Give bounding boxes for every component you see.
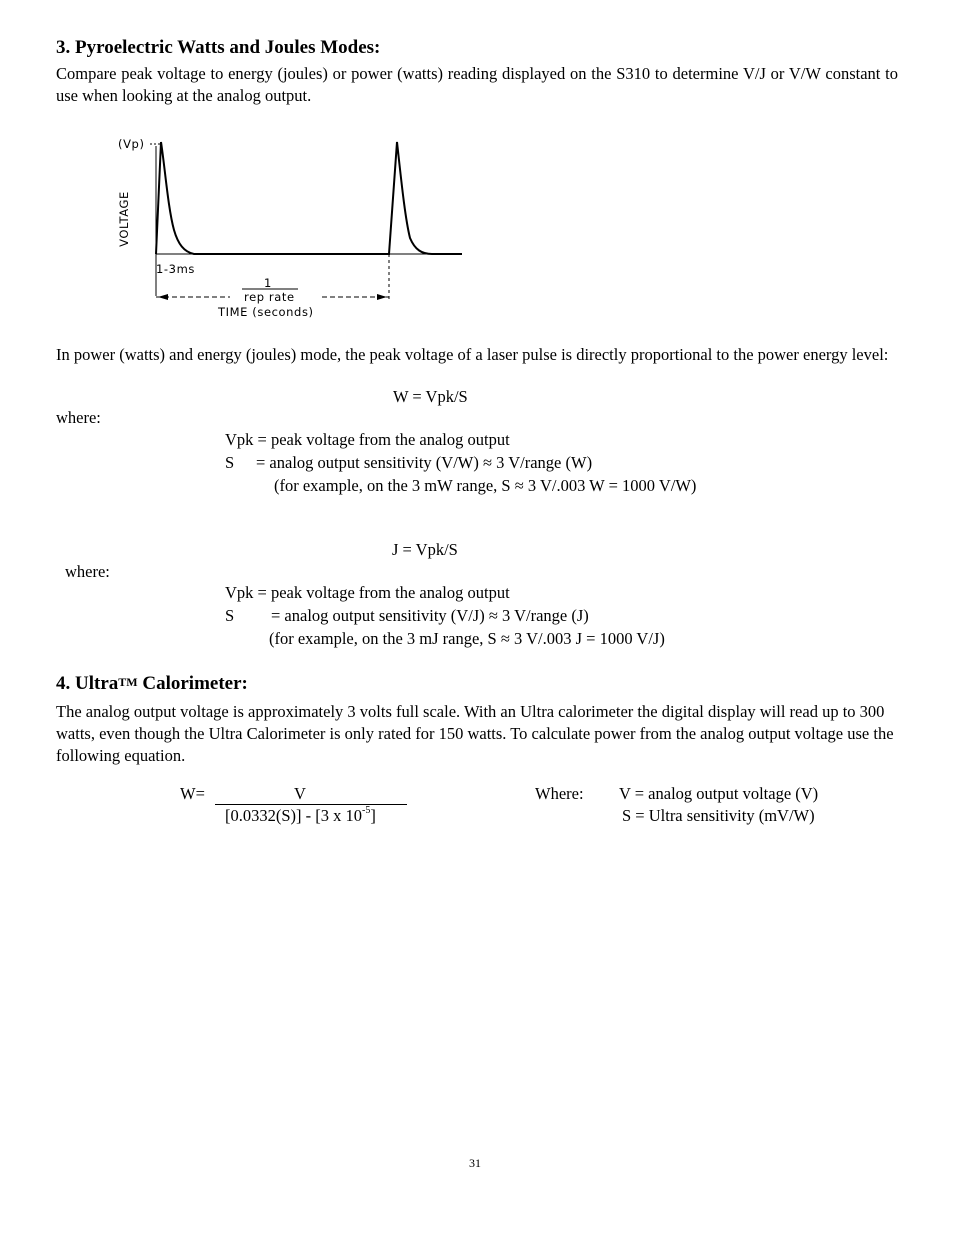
watts-def-s: = analog output sensitivity (V/W) ≈ 3 V/range (W)	[256, 453, 593, 472]
joules-def-s-symbol: S	[225, 606, 235, 625]
arrow-left-icon	[158, 294, 168, 300]
ultra-eq-fraction-bar	[215, 804, 407, 805]
section-4-heading-title: Calorimeter:	[137, 673, 248, 694]
joules-def-vpk: Vpk = peak voltage from the analog output	[225, 583, 510, 602]
vp-label: (Vp)	[118, 137, 145, 151]
y-axis-label: VOLTAGE	[116, 191, 131, 247]
watts-example: (for example, on the 3 mW range, S ≈ 3 V/.003 W = 1000 V/W)	[274, 476, 697, 495]
ultra-eq-exponent: -5	[362, 804, 371, 816]
voltage-waveform	[156, 142, 462, 254]
section-4-heading	[56, 673, 248, 696]
watts-def-vpk: Vpk = peak voltage from the analog output	[225, 430, 510, 449]
power-energy-paragraph: In power (watts) and energy (joules) mode, the peak voltage of a laser pulse is directly proportional to the power energy level:	[56, 345, 889, 364]
watts-equation: W = Vpk/S	[393, 387, 468, 406]
fraction-denominator: rep rate	[244, 290, 295, 304]
where-label-2: where:	[65, 562, 110, 581]
ultra-eq-numerator: V	[294, 784, 306, 803]
pulse-diagram-svg	[110, 128, 480, 328]
x-axis-label: TIME (seconds)	[218, 305, 314, 319]
arrow-right-icon	[377, 294, 387, 300]
section-3-intro: Compare peak voltage to energy (joules) or power (watts) reading displayed on the S310 to determine V/J or V/W constant to use when looking at the analog output.	[56, 64, 898, 105]
trademark-symbol: TM	[118, 675, 138, 689]
ultra-where-label: Where:	[535, 784, 584, 803]
joules-equation: J = Vpk/S	[392, 540, 458, 559]
ultra-eq-denominator-close: ]	[370, 806, 376, 825]
watts-def-s-symbol: S	[225, 453, 235, 472]
pulse-diagram	[110, 128, 480, 328]
page-number: 31	[469, 1156, 481, 1170]
joules-example: (for example, on the 3 mJ range, S ≈ 3 V/.003 J = 1000 V/J)	[269, 629, 665, 648]
ultra-eq-denominator	[225, 806, 376, 826]
section-3-heading: 3. Pyroelectric Watts and Joules Modes:	[56, 37, 381, 58]
ultra-def-s: S = Ultra sensitivity (mV/W)	[622, 806, 815, 825]
pulse-width-label: 1-3ms	[156, 262, 195, 276]
where-label-1: where:	[56, 408, 101, 427]
ultra-eq-denominator-base: [0.0332(S)] - [3 x 10	[225, 806, 363, 825]
section-4-heading-number: 4. Ultra	[56, 673, 119, 694]
ultra-eq-lhs: W=	[180, 784, 205, 803]
fraction-numerator: 1	[264, 276, 272, 290]
section-4-paragraph: The analog output voltage is approximately 3 volts full scale. With an Ultra calorimeter the digital display will read up to 300 watts, even though the Ultra Calorimeter is only rated for 150 watts. To calculate power from the analog output voltage use the following equation.	[56, 702, 894, 765]
joules-def-s: = analog output sensitivity (V/J) ≈ 3 V/range (J)	[271, 606, 589, 625]
ultra-def-v: V = analog output voltage (V)	[619, 784, 819, 803]
